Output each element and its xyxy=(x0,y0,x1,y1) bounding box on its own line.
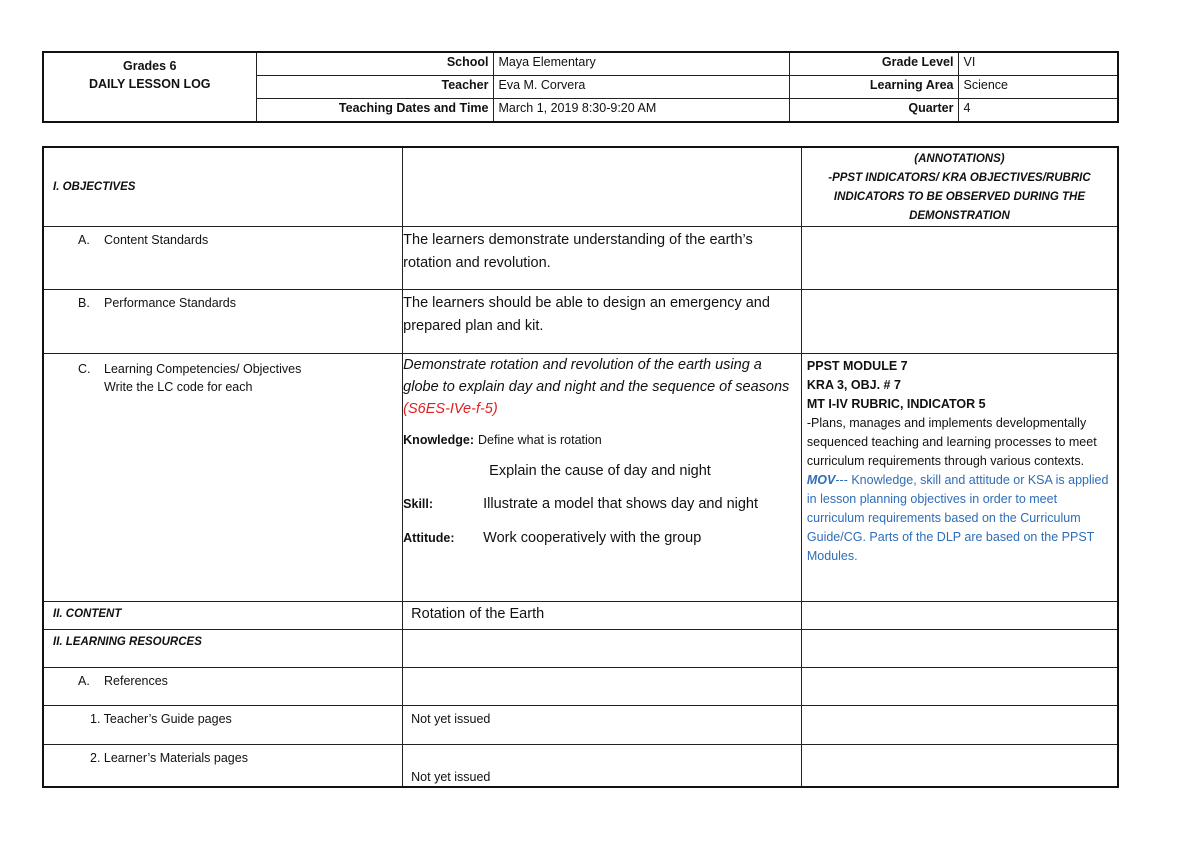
performance-standards-text: The learners should be able to design an emergency and prepared plan and kit. xyxy=(403,290,802,354)
knowledge-label: Knowledge: xyxy=(403,433,474,447)
competencies-letter: C. xyxy=(78,362,91,376)
references-label: References xyxy=(104,674,168,688)
content-standards-annotation xyxy=(801,227,1118,290)
dates-value: March 1, 2019 8:30-9:20 AM xyxy=(493,99,789,123)
content-standards-row xyxy=(43,227,1118,290)
content-standards-label-cell xyxy=(43,227,403,290)
quarter-label: Quarter xyxy=(789,99,958,123)
attitude-text: Work cooperatively with the group xyxy=(483,530,702,546)
dates-label: Teaching Dates and Time xyxy=(256,99,493,123)
teachers-guide-row xyxy=(43,706,1118,745)
references-row xyxy=(43,668,1118,706)
knowledge-row xyxy=(403,429,797,451)
rubric-indicator: MT I-IV RUBRIC, INDICATOR 5 xyxy=(806,397,986,411)
competencies-sublabel: Write the LC code for each xyxy=(104,380,253,394)
objectives-row xyxy=(43,147,1118,227)
skill-row xyxy=(403,493,797,515)
learning-area-value: Science xyxy=(958,76,1118,99)
header-table xyxy=(42,51,1119,123)
performance-standards-label-cell xyxy=(43,290,403,354)
competencies-content xyxy=(403,354,802,602)
performance-standards-annotation xyxy=(801,290,1118,354)
references-letter: A. xyxy=(78,674,90,688)
grade-title: Grades 6 xyxy=(122,59,177,73)
knowledge-text-2: Explain the cause of day and night xyxy=(489,463,711,479)
knowledge-text: Define what is rotation xyxy=(478,433,602,447)
attitude-row xyxy=(403,527,797,549)
references-annotation xyxy=(801,668,1118,706)
competencies-row xyxy=(43,354,1118,602)
resources-row xyxy=(43,630,1118,668)
learners-materials-value: Not yet issued xyxy=(403,745,802,787)
resources-annotation xyxy=(801,630,1118,668)
ppst-description: -Plans, manages and implements developmentally sequenced teaching and learning processes to meet curriculum requirements through various contexts. xyxy=(806,416,1097,468)
school-label: School xyxy=(256,52,493,76)
performance-standards-row xyxy=(43,290,1118,354)
annotations-title: (ANNOTATIONS) xyxy=(914,153,1005,165)
teacher-value: Eva M. Corvera xyxy=(493,76,789,99)
teachers-guide-value: Not yet issued xyxy=(403,706,802,745)
content-heading: II. CONTENT xyxy=(43,602,403,630)
learners-materials-annotation xyxy=(801,745,1118,787)
references-label-cell xyxy=(43,668,403,706)
learning-area-label: Learning Area xyxy=(789,76,958,99)
learners-materials-row xyxy=(43,745,1118,787)
school-value: Maya Elementary xyxy=(493,52,789,76)
competencies-text: Demonstrate rotation and revolution of the earth using a globe to explain day and night and the sequence of seasons xyxy=(403,357,790,395)
teachers-guide-annotation xyxy=(801,706,1118,745)
competencies-annotation xyxy=(801,354,1118,602)
mov-note xyxy=(807,471,1113,566)
lesson-table xyxy=(42,146,1119,788)
log-title: DAILY LESSON LOG xyxy=(88,77,211,91)
content-standards-letter: A. xyxy=(78,233,90,247)
competencies-label: Learning Competencies/ Objectives xyxy=(104,362,302,376)
content-row xyxy=(43,602,1118,630)
skill-label: Skill: xyxy=(403,497,434,511)
skill-text: Illustrate a model that shows day and night xyxy=(483,496,759,512)
performance-standards-letter: B. xyxy=(78,296,90,310)
mov-text: --- Knowledge, skill and attitude or KSA is applied in lesson planning objectives in order to meet curriculum requirements based on the Curriculum Guide/CG. Parts of the DLP are based on the PPST Modules. xyxy=(806,473,1109,563)
teacher-label: Teacher xyxy=(256,76,493,99)
objectives-heading: I. OBJECTIVES xyxy=(43,147,403,227)
content-standards-text: The learners demonstrate understanding of the earth’s rotation and revolution. xyxy=(403,227,802,290)
grade-level-label: Grade Level xyxy=(789,52,958,76)
annotations-subtitle: -PPST INDICATORS/ KRA OBJECTIVES/RUBRIC INDICATORS TO BE OBSERVED DURING THE DEMONSTRATION xyxy=(828,172,1091,222)
resources-empty-cell xyxy=(403,630,802,668)
content-standards-label: Content Standards xyxy=(104,233,209,247)
competencies-label-cell xyxy=(43,354,403,602)
header-title xyxy=(43,52,256,122)
kra-objective: KRA 3, OBJ. # 7 xyxy=(806,378,901,392)
references-empty-cell xyxy=(403,668,802,706)
ppst-module: PPST MODULE 7 xyxy=(806,359,908,373)
objectives-empty-cell xyxy=(403,147,802,227)
content-text: Rotation of the Earth xyxy=(403,602,802,630)
attitude-label: Attitude: xyxy=(403,531,455,545)
resources-heading: II. LEARNING RESOURCES xyxy=(43,630,403,668)
mov-label: MOV xyxy=(806,473,836,487)
content-annotation xyxy=(801,602,1118,630)
grade-level-value: VI xyxy=(958,52,1118,76)
competency-code: (S6ES-IVe-f-5) xyxy=(403,401,498,417)
competencies-statement xyxy=(403,354,797,420)
knowledge-row-2 xyxy=(403,460,797,482)
teachers-guide-label: 1. Teacher’s Guide pages xyxy=(43,706,403,745)
annotations-header xyxy=(801,147,1118,227)
learners-materials-label: 2. Learner’s Materials pages xyxy=(43,745,403,787)
quarter-value: 4 xyxy=(958,99,1118,123)
performance-standards-label: Performance Standards xyxy=(104,296,237,310)
